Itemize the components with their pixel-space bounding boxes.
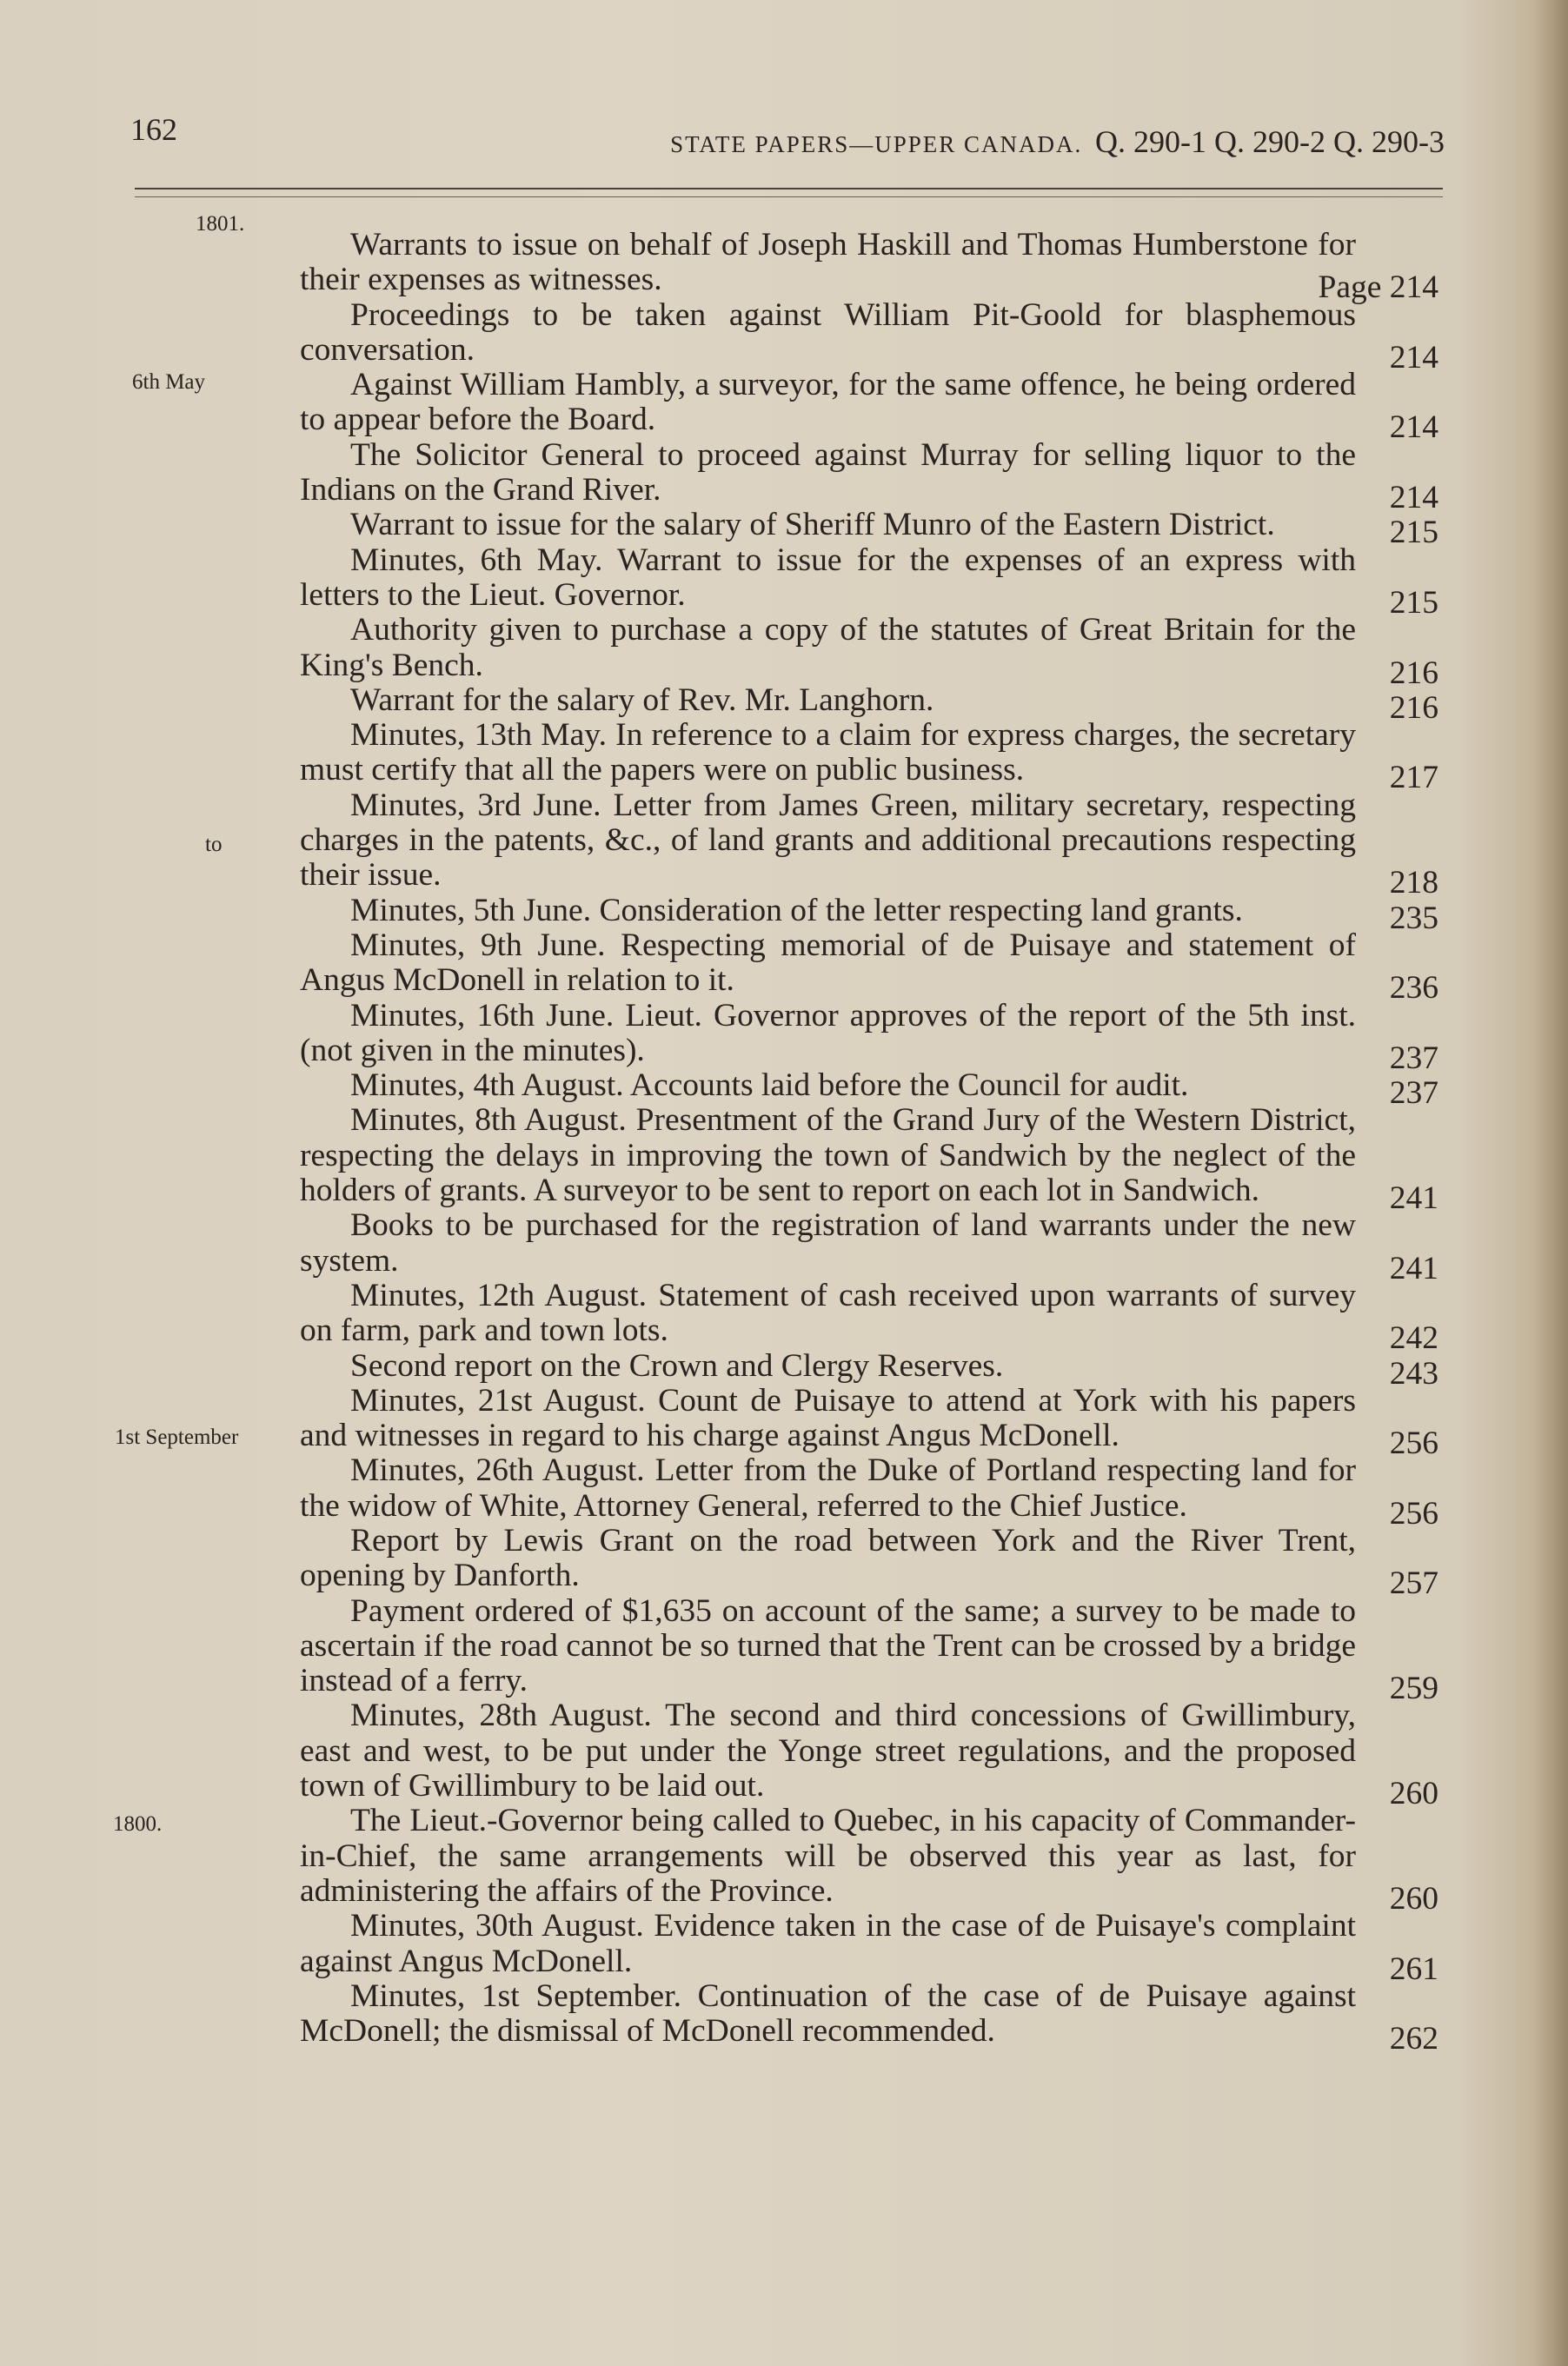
entry-text: Warrant to issue for the salary of Sheriff Munro of the Eastern District. — [350, 507, 1275, 543]
entry-text: The Solicitor General to proceed against Murray for selling liquor to the Indians on the Grand River. — [300, 436, 1356, 508]
entry-page-ref: 260 — [1389, 1880, 1438, 1917]
entry — [300, 787, 1438, 901]
entries-list — [300, 227, 1438, 2057]
entry — [300, 436, 1438, 516]
entry-text: Minutes, 21st August. Count de Puisaye to attend at York with his papers and witnesses in regard to his charge against Angus McDonell. — [300, 1382, 1356, 1454]
entry-page-ref: 256 — [1389, 1426, 1438, 1462]
entry-text: Proceedings to be taken against William Pit-Goold for blasphemous conversation. — [300, 296, 1356, 368]
entry-page-ref: 257 — [1389, 1565, 1438, 1602]
entry — [300, 1522, 1438, 1602]
margin-year-1800: 1800. — [113, 1812, 163, 1836]
entry-text: Report by Lewis Grant on the road between York and the River Trent, opening by Danforth. — [300, 1522, 1356, 1594]
running-head — [670, 123, 1445, 160]
entry — [300, 1207, 1438, 1286]
entry-text: Minutes, 16th June. Lieut. Governor approves of the report of the 5th inst. (not given in the minutes). — [300, 997, 1356, 1068]
entry-text: Warrant for the salary of Rev. Mr. Langhorn. — [350, 681, 934, 718]
entry-text: Warrants to issue on behalf of Joseph Haskill and Thomas Humberstone for their expenses as witnesses. — [300, 227, 1356, 298]
entry-text: Minutes, 3rd June. Letter from James Green, military secretary, respecting charges in the patents, &c., of land grants and additional precautions respecting their issue. — [300, 787, 1356, 894]
entry — [300, 1698, 1438, 1812]
entry-page-ref: 256 — [1389, 1495, 1438, 1532]
entry — [300, 1908, 1438, 1987]
entry — [300, 717, 1438, 796]
entry — [300, 507, 1438, 551]
archive-refs: Q. 290-1 Q. 290-2 Q. 290-3 — [1095, 124, 1445, 159]
header-rule-thin — [135, 196, 1443, 197]
page-binding-edge — [1533, 0, 1568, 2366]
entry-page-ref: 259 — [1389, 1671, 1438, 1707]
entry — [300, 1067, 1438, 1112]
entry-page-ref: 237 — [1389, 1040, 1438, 1076]
entry-text: Minutes, 9th June. Respecting memorial of de Puisaye and statement of Angus McDonell in relation to it. — [300, 927, 1356, 999]
header-rule — [135, 188, 1443, 189]
entry-page-ref: 241 — [1389, 1180, 1438, 1217]
entry-page-ref: 241 — [1389, 1250, 1438, 1286]
entry-text: Minutes, 4th August. Accounts laid before the Council for audit. — [350, 1067, 1189, 1104]
entry-text: Second report on the Crown and Clergy Reserves. — [350, 1347, 1004, 1384]
entry-text: Minutes, 26th August. Letter from the Duke of Portland respecting land for the widow of White, Attorney General, referred to the Chief Justice. — [300, 1452, 1356, 1524]
entry — [300, 1977, 1438, 2057]
entry-page-ref: 214 — [1389, 480, 1438, 516]
entry — [300, 892, 1438, 936]
entry — [300, 367, 1438, 446]
entry-page-ref: 214 — [1389, 409, 1438, 446]
entry — [300, 1102, 1438, 1217]
entry-text: Payment ordered of $1,635 on account of the same; a survey to be made to ascertain if the road cannot be so turned that the Trent can be crossed by a bridge instead of a ferry. — [300, 1592, 1356, 1699]
entry — [300, 1277, 1438, 1357]
entry — [300, 1347, 1438, 1392]
entry-page-ref: 242 — [1389, 1320, 1438, 1357]
entry — [300, 1452, 1438, 1532]
page-header — [130, 111, 1445, 163]
entry-page-ref: 214 — [1389, 339, 1438, 376]
entry-text: Minutes, 28th August. The second and third concessions of Gwillimbury, east and west, to be put under the Yonge street regulations, and the proposed town of Gwillimbury to be laid out. — [300, 1698, 1356, 1804]
entry-text: Minutes, 12th August. Statement of cash received upon warrants of survey on farm, park and town lots. — [300, 1277, 1356, 1349]
entry-page-ref: Page 214 — [1318, 269, 1438, 306]
entry — [300, 296, 1438, 376]
entry-text: Authority given to purchase a copy of the statutes of Great Britain for the King's Bench. — [300, 612, 1356, 683]
entry-page-ref: 216 — [1389, 689, 1438, 726]
entry-page-ref: 236 — [1389, 970, 1438, 1007]
entry-text: Against William Hambly, a surveyor, for the same offence, he being ordered to appear before the Board. — [300, 367, 1356, 438]
entry-text: Books to be purchased for the registration of land warrants under the new system. — [300, 1207, 1356, 1279]
entry-text: Minutes, 5th June. Consideration of the letter respecting land grants. — [350, 892, 1243, 928]
entry-page-ref: 218 — [1389, 865, 1438, 901]
entry — [300, 1592, 1438, 1707]
entry — [300, 1803, 1438, 1917]
entry-page-ref: 260 — [1389, 1776, 1438, 1812]
entry — [300, 612, 1438, 691]
margin-to: to — [205, 833, 223, 856]
page-number: 162 — [130, 112, 177, 147]
running-title: STATE PAPERS—UPPER CANADA. — [670, 131, 1083, 157]
entry-page-ref: 216 — [1389, 655, 1438, 691]
margin-date-1st-september: 1st September — [115, 1426, 239, 1449]
entry-text: Minutes, 30th August. Evidence taken in the case of de Puisaye's complaint against Angus McDonell. — [300, 1908, 1356, 1979]
entry-text: Minutes, 6th May. Warrant to issue for the expenses of an express with letters to the Lieut. Governor. — [300, 542, 1356, 613]
entry-page-ref: 243 — [1389, 1355, 1438, 1392]
entry — [300, 1382, 1438, 1462]
entry-text: Minutes, 13th May. In reference to a claim for express charges, the secretary must certify that all the papers were on public business. — [300, 717, 1356, 788]
margin-date-6th-may: 6th May — [132, 370, 206, 394]
entry — [300, 927, 1438, 1007]
entry-page-ref: 262 — [1389, 2021, 1438, 2057]
entry — [300, 681, 1438, 726]
entry-page-ref: 237 — [1389, 1075, 1438, 1112]
entry-page-ref: 217 — [1389, 760, 1438, 796]
entry-page-ref: 235 — [1389, 900, 1438, 936]
margin-year-1801: 1801. — [196, 212, 245, 236]
entry-text: Minutes, 8th August. Presentment of the Grand Jury of the Western District, respecting the delays in improving the town of Sandwich by the neglect of the holders of grants. A surveyor to be sent to report on each lot in Sandwich. — [300, 1102, 1356, 1209]
entry — [300, 227, 1438, 306]
entry-text: The Lieut.-Governor being called to Quebec, in his capacity of Commander-in-Chief, the same arrangements will be observed this year as last, for administering the affairs of the Province. — [300, 1803, 1356, 1909]
entry-text: Minutes, 1st September. Continuation of the case of de Puisaye against McDonell; the dismissal of McDonell recommended. — [300, 1977, 1356, 2050]
entry-page-ref: 261 — [1389, 1951, 1438, 1987]
entry — [300, 997, 1438, 1076]
entry-page-ref: 215 — [1389, 584, 1438, 621]
entry — [300, 542, 1438, 621]
entry-page-ref: 215 — [1389, 515, 1438, 551]
